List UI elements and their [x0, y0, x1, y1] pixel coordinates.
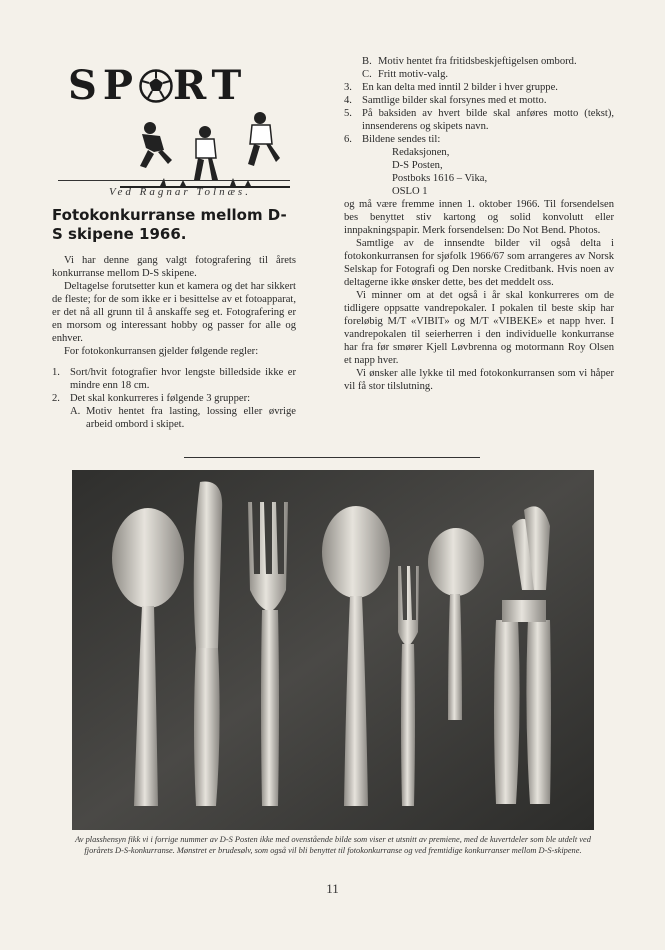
closing-paragraph-4: Vi ønsker alle lykke til med fotokonkurransen som vi håper vil få stor tilslutning.: [344, 368, 614, 392]
article-headline: Fotokonkurranse mellom D-S skipene 1966.: [52, 206, 287, 243]
page-number: 11: [326, 881, 339, 896]
rule-6: 6. Bildene sendes til:: [344, 134, 441, 145]
rule-3: 3. En kan delta med inntil 2 bilder i hver gruppe.: [344, 82, 558, 93]
photo-caption: Av plasshensyn fikk vi i forrige nummer av D-S Posten ikke med ovenstående bilde som viser et utsnitt av premiene, med de kuvertdeler som ble utdelt ved fjorårets D-S-konkurranse. Mønstret er brudesølv, som også vil bli benyttet til fotokonkurranse og ved fremtidige konkurranser mellom D-S-skipene.: [75, 835, 591, 855]
intro-paragraph-2: Deltagelse forutsetter kun et kamera og det har sikkert de fleste; for de som ikke er i besittelse av et fotoapparat, er det nå all grunn til å anskaffe seg et. Fotografering er en morsom og interessant hobby og passer for alle og enhver.: [52, 281, 296, 344]
football-players-illustration: [120, 98, 290, 190]
address-line: OSLO 1: [392, 186, 428, 197]
cutlery-illustration: [72, 470, 594, 830]
rule-5: 5. På baksiden av hvert bilde skal anføres motto (tekst), innsenderens og skipets navn.: [344, 108, 614, 132]
sport-masthead: [60, 40, 285, 188]
knife: [194, 482, 222, 806]
mailing-address: [344, 146, 614, 198]
rule-2: 2. Det skal konkurreres i følgende 3 grupper:: [52, 393, 251, 404]
section-divider: [184, 457, 480, 458]
author-byline: Ved Ragnar Tolnæs.: [109, 186, 251, 198]
address-line: D-S Posten,: [392, 160, 443, 171]
intro-paragraph-1: Vi har denne gang valgt fotografering til årets konkurranse mellom D-S skipene.: [52, 255, 296, 279]
left-column: [52, 206, 296, 431]
group-c: C. Fritt motiv-valg.: [362, 69, 449, 80]
group-b: B. Motiv hentet fra fritidsbeskjeftigelsen ombord.: [362, 56, 577, 67]
address-line: Postboks 1616 – Vika,: [392, 173, 488, 184]
right-column: [344, 55, 614, 393]
masthead-rule: [58, 180, 290, 181]
sport-title: SP RT: [68, 62, 248, 109]
rule-1: 1. Sort/hvit fotografier hvor lengste billedside ikke er mindre enn 18 cm.: [52, 367, 296, 391]
closing-paragraph-1: og må være fremme innen 1. oktober 1966. Til forsendelsen bes benyttet stiv kartong og solid konvolutt eller innpakningspapir. Merk forsendelsen: Do Not Bend. Photos.: [344, 199, 614, 236]
closing-paragraph-2: Samtlige av de innsendte bilder vil også delta i fotokonkurransen for sjøfolk 1966/67 som arrangeres av Norsk Selskap for Fotografi og Den norske Creditbank. Hvis noen av deltagerne ikke ønsker dette, bes det meddelt oss.: [344, 238, 614, 288]
cutlery-photo: [72, 470, 594, 830]
group-a: A. Motiv hentet fra lasting, lossing eller øvrige arbeid ombord i skipet.: [70, 406, 296, 430]
closing-paragraph-3: Vi minner om at det også i år skal konkurreres om de tidligere oppsatte vandrepokaler. I pokalen til beste skip har foreløbig M/T «VIBIT» og M/T «VIBEKE» et napp hver. I vandrepokalen til seierherren i den individuelle konkurranse har fra før smører Kjell Løvbrenna og motormann Roy Olsen et napp hver.: [344, 290, 614, 366]
rules-intro: For fotokonkurransen gjelder følgende regler:: [64, 346, 259, 357]
rule-4: 4. Samtlige bilder skal forsynes med et motto.: [344, 95, 547, 106]
address-line: Redaksjonen,: [392, 147, 450, 158]
